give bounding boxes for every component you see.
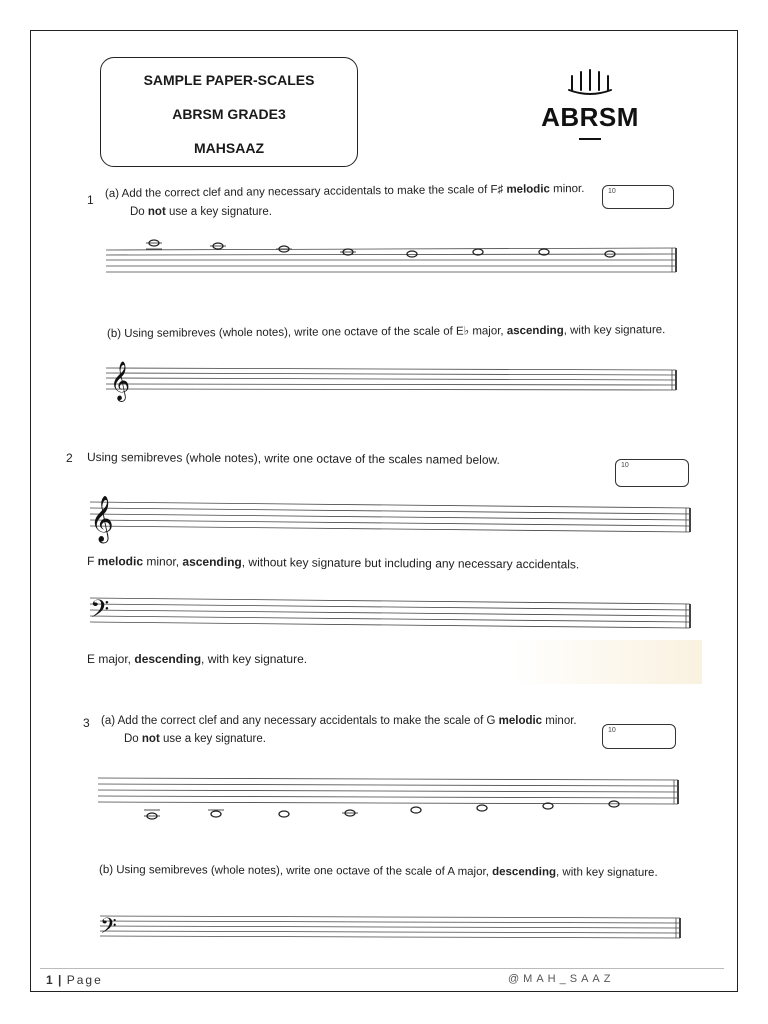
q1b-label: (b) — [106, 327, 122, 340]
q2-line2-post: , with key signature. — [201, 652, 308, 666]
abrsm-logo — [540, 66, 640, 146]
q3b-staff[interactable] — [98, 910, 688, 950]
q2-line2 — [87, 652, 307, 666]
q1a-staff[interactable] — [104, 240, 684, 290]
bass-clef-icon: 𝄢 — [90, 595, 110, 630]
page-footer — [46, 973, 103, 987]
footer-divider — [40, 968, 724, 969]
q1a-line2 — [130, 206, 272, 218]
q3a-bold: melodic — [498, 715, 543, 727]
q1b-text1: Using semibreves (whole notes), write one octave of the scale of E♭ major, — [124, 325, 504, 340]
crown-icon — [540, 66, 640, 102]
bass-clef-icon: 𝄢 — [100, 914, 117, 944]
title-box — [100, 57, 358, 167]
q2-line1-mid: minor, — [146, 554, 180, 569]
q3a-staff[interactable] — [96, 772, 686, 828]
q1b-text2: , with key signature. — [563, 324, 666, 337]
q1a-text2: minor. — [553, 182, 585, 196]
q1-mark-box[interactable]: 10 — [602, 185, 674, 209]
footer-handle: @MAH_SAAZ — [508, 973, 615, 985]
q1a-not: not — [147, 206, 166, 218]
q1b-bold: ascending — [506, 324, 564, 338]
q2-mark-box[interactable]: 10 — [615, 459, 689, 487]
q3b-label: (b) — [98, 864, 114, 877]
q3a-text2: minor. — [545, 715, 577, 727]
q2-line2-bold: descending — [134, 652, 202, 666]
title-line-3: MAHSAAZ — [194, 140, 264, 156]
q1a-text1: Add the correct clef and any necessary accidentals to make the scale of F — [121, 183, 498, 200]
q3a-text1: Add the correct clef and any necessary accidentals to make the scale of G — [117, 715, 496, 727]
q1-number: 1 — [87, 193, 94, 207]
q2-line1-post: , without key signature but including any necessary accidentals. — [241, 555, 580, 572]
q3a-do: Do — [124, 733, 139, 745]
q1a-do: Do — [130, 206, 145, 218]
page-word: Page — [66, 973, 103, 987]
q1a-bold: melodic — [506, 183, 550, 196]
title-line-2: ABRSM GRADE3 — [172, 106, 286, 122]
q1a-label: (a) — [104, 187, 120, 200]
q3a-label: (a) — [101, 715, 116, 727]
q3b-bold: descending — [492, 866, 557, 879]
logo-text: ABRSM — [541, 102, 639, 132]
page-number: 1 — [46, 973, 53, 987]
q2-line2-pre: E major, — [87, 652, 132, 666]
q2-text: Using semibreves (whole notes), write one octave of the scales named below. — [86, 450, 500, 467]
treble-clef-icon: 𝄞 — [90, 496, 114, 542]
q3-number: 3 — [83, 716, 90, 730]
q1b-staff[interactable] — [104, 360, 684, 410]
q2-line1-bold1: melodic — [97, 554, 144, 569]
q2-treble-staff[interactable] — [88, 494, 698, 544]
q3a-line1 — [101, 715, 577, 727]
q3a-post: use a key signature. — [163, 733, 266, 745]
q3a-not: not — [141, 733, 160, 745]
q2-number: 2 — [66, 451, 73, 465]
paper-smudge — [512, 640, 702, 684]
q3a-line2 — [124, 733, 266, 745]
footer-separator: | — [58, 973, 62, 987]
treble-clef-icon: 𝄞 — [110, 361, 131, 401]
q2-bass-staff[interactable] — [88, 592, 698, 642]
title-line-1: SAMPLE PAPER-SCALES — [143, 72, 315, 88]
q3b-text1: Using semibreves (whole notes), write one octave of the scale of A major, — [116, 864, 489, 879]
q1a-sharp: ♯ — [497, 183, 504, 196]
q1a-post: use a key signature. — [169, 206, 272, 218]
q2-line1-pre: F — [86, 554, 95, 569]
q3b-text2: , with key signature. — [555, 866, 658, 879]
logo-underline — [579, 138, 601, 140]
q3-mark-box[interactable]: 10 — [602, 724, 676, 749]
q2-line1-bold2: ascending — [182, 554, 242, 570]
